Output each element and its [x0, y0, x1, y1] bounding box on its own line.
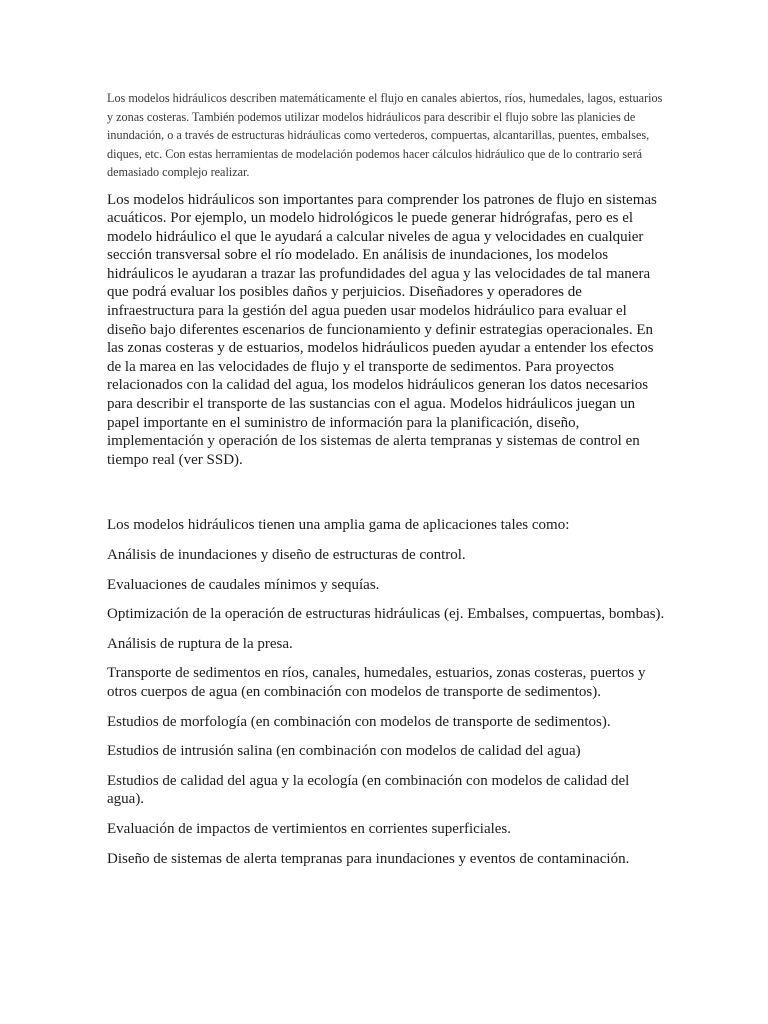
list-item: Análisis de inundaciones y diseño de estructuras de control. [107, 547, 466, 563]
list-item: Optimización de la operación de estructuras hidráulicas (ej. Embalses, compuertas, bombas). [107, 606, 665, 623]
list-item: Análisis de ruptura de la presa. [107, 635, 293, 652]
main-paragraph: Los modelos hidráulicos son importantes para comprender los patrones de flujo en sistemas acuáticos. Por ejemplo, un modelo hidrológicos le puede generar hidrógrafas, pero es el modelo hidráulico el que le ayudará a calcular niveles de agua y velocidades en cualquier sección transversal sobre el río modelado. En análisis de inundaciones, los modelos hidráulicos le ayudaran a trazar las profundidades del agua y las velocidades de tal manera que podrá evaluar los posibles daños y perjuicios. Diseñadores y operadores de infraestructura para la gestión del agua pueden usar modelos hidráulico para evaluar el diseño bajo diferentes escenarios de funcionamiento y definir estrategias operacionales. En las zonas costeras y de estuarios, modelos hidráulicos pueden ayudar a entender los efectos de la marea en las velocidades de flujo y el transporte de sedimentos. Para proyectos relacionados con la calidad del agua, los modelos hidráulicos generan los datos necesarios para describir el transporte de las sustancias con el agua. Modelos hidráulicos juegan un papel importante en el suministro de información para la planificación, diseño, implementación y operación de los sistemas de alerta tempranas y sistemas de control en tiempo real (ver SSD). [107, 191, 657, 468]
applications-heading: Los modelos hidráulicos tienen una amplia gama de aplicaciones tales como: [107, 517, 570, 534]
list-item: Transporte de sedimentos en ríos, canales, humedales, estuarios, zonas costeras, puertos y otros cuerpos de agua (en combinación con modelos de transporte de sedimentos). [107, 665, 646, 700]
intro-paragraph: Los modelos hidráulicos describen matemáticamente el flujo en canales abiertos, ríos, humedales, lagos, estuarios y zonas costeras. También podemos utilizar modelos hidráulicos para describir el flujo sobre las planicies de inundación, o a través de estructuras hidráulicas como vertederos, compuertas, alcantarillas, puentes, embalses, diques, etc. Con estas herramientas de modelación podemos hacer cálculos hidráulico que de lo contrario será demasiado complejo realizar. [107, 91, 663, 179]
list-item: Estudios de intrusión salina (en combinación con modelos de calidad del agua) [107, 743, 581, 760]
list-item: Estudios de calidad del agua y la ecología (en combinación con modelos de calidad del agua). [107, 772, 630, 808]
list-item: Diseño de sistemas de alerta tempranas para inundaciones y eventos de contaminación. [107, 850, 630, 867]
applications-list [107, 546, 667, 868]
document-page [107, 89, 667, 879]
list-item: Evaluaciones de caudales mínimos y sequías. [107, 576, 380, 593]
list-item: Evaluación de impactos de vertimientos en corrientes superficiales. [107, 820, 512, 837]
list-item: Estudios de morfología (en combinación con modelos de transporte de sedimentos). [107, 713, 611, 730]
